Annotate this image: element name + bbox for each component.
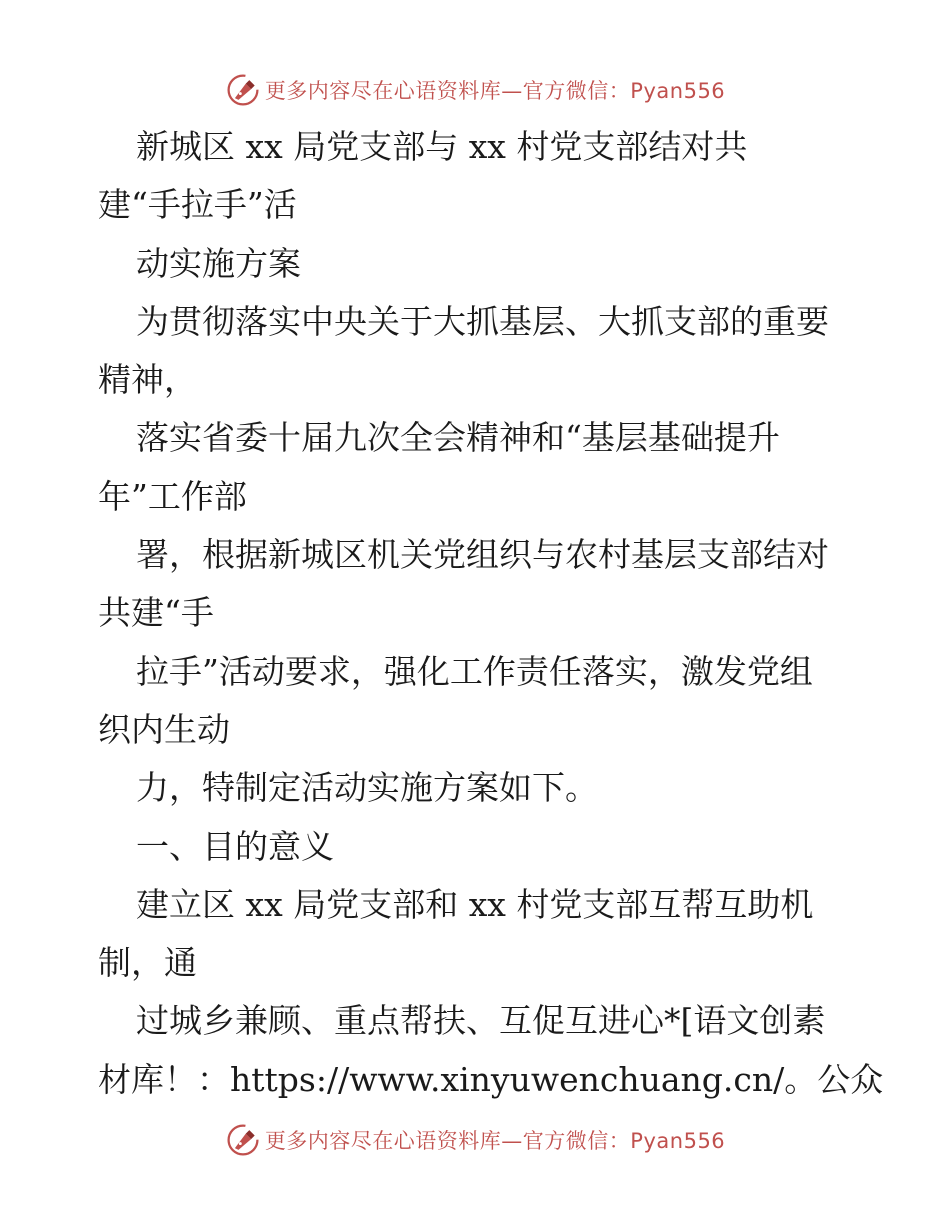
text-line: 过城乡兼顾、重点帮扶、互促互进心*[语文创素 [136,1001,826,1041]
text-line: 织内生动 [98,709,230,749]
text-line: 落实省委十届九次全会精神和“基层基础提升 [136,418,780,458]
pen-nib-icon [225,1122,261,1158]
pen-nib-icon [225,72,261,108]
text-line: 署，根据新城区机关党组织与农村基层支部结对 [136,535,829,575]
footer-watermark-banner [0,1120,950,1160]
text-line: 年”工作部 [98,476,247,516]
text-line: 制，通 [98,943,197,983]
watermark-text: 更多内容尽在心语资料库—官方微信：Pyan556 [264,1129,726,1153]
text-line: 建立区 xx 局党支部和 xx 村党支部互帮互助机 [136,884,814,924]
text-line: 共建“手 [98,593,214,633]
text-line: 建“手拉手”活 [98,185,297,225]
text-line: 材库！：https://www.xinyuwenchuang.cn/。公众 [98,1059,884,1099]
text-line: 拉手”活动要求，强化工作责任落实，激发党组 [136,651,813,691]
watermark-text: 更多内容尽在心语资料库—官方微信：Pyan556 [264,79,726,103]
text-line: 一、目的意义 [136,826,334,866]
document-body [98,118,884,1109]
text-line: 动实施方案 [136,243,301,283]
text-line: 精神， [98,360,197,400]
text-line: 力，特制定活动实施方案如下。 [136,768,598,808]
text-line: 为贯彻落实中央关于大抓基层、大抓支部的重要 [136,301,829,341]
header-watermark-banner [0,70,950,110]
text-line: 新城区 xx 局党支部与 xx 村党支部结对共 [136,127,748,166]
